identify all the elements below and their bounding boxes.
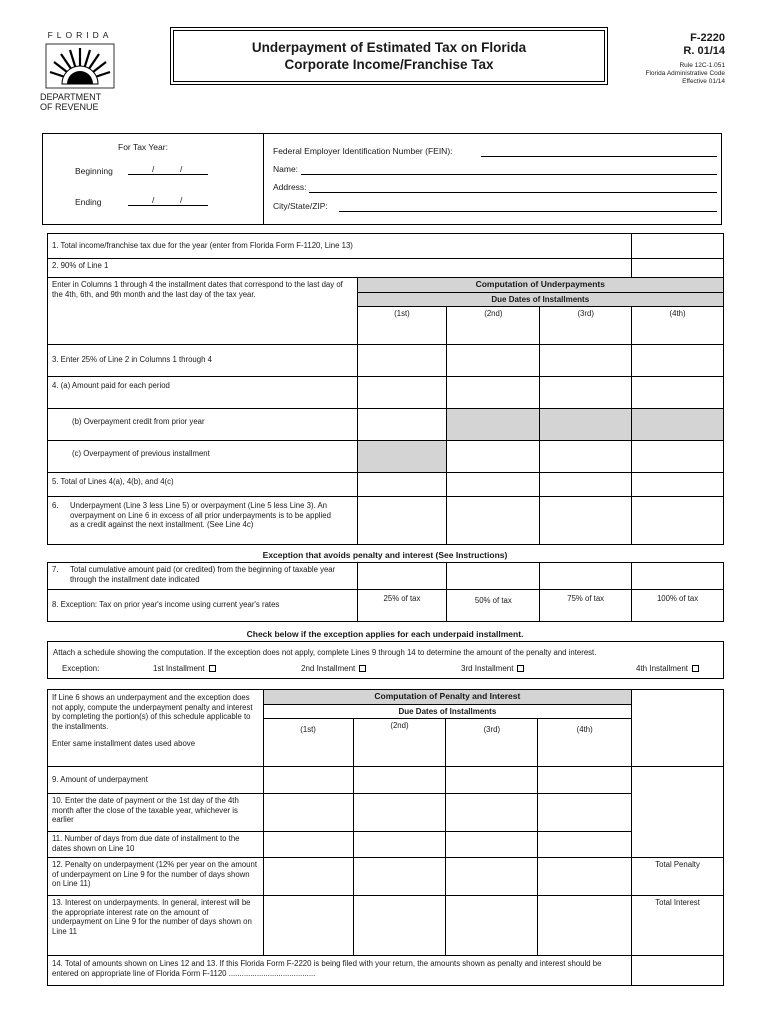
line6-col3[interactable] — [540, 497, 632, 545]
computation-penalty-heading: Computation of Penalty and Interest — [263, 690, 631, 705]
line13-label: 13. Interest on underpayments. In general, interest will be the appropriate interest rate on the amount of underpayment on Line 9 for the number of days shown on Line 11 — [48, 896, 264, 956]
line8-col1[interactable]: 25% of tax — [357, 590, 447, 622]
line11-col4[interactable] — [538, 832, 632, 858]
line8-label: 8. Exception: Tax on prior year's income using current year's rates — [48, 590, 358, 622]
line4a-col4[interactable] — [632, 377, 724, 409]
line10-col1[interactable] — [263, 794, 353, 832]
installment-dates-instructions: Enter in Columns 1 through 4 the installment dates that correspond to the last day of the 4th, 6th, and 9th month and the last day of the tax year. — [48, 278, 358, 345]
line14-label: 14. Total of amounts shown on Lines 12 and 13. If this Florida Form F-2220 is being filed with your return, the amounts shown as penalty and interest should be entered on appropriate line of Florida Form F-1120 ........................................ — [48, 956, 632, 986]
form-revision: R. 01/14 — [683, 45, 725, 57]
line11-col3[interactable] — [446, 832, 538, 858]
line7-number: 7. — [52, 565, 59, 574]
line5-col3[interactable] — [540, 473, 632, 497]
line10-col4[interactable] — [538, 794, 632, 832]
col-2nd-date[interactable]: (2nd) — [447, 307, 540, 345]
fein-field[interactable] — [481, 156, 717, 157]
address-label: Address: — [273, 182, 307, 192]
underpayment-table — [47, 233, 724, 545]
form-rule: Rule 12C-1.051 — [679, 62, 725, 69]
line3-col3[interactable] — [540, 345, 632, 377]
form-title-box — [173, 30, 605, 82]
line7-label: Total cumulative amount paid (or credited) from the beginning of taxable year through the installment date indicated — [70, 565, 336, 584]
checkbox-icon — [209, 665, 216, 672]
name-field[interactable] — [301, 174, 717, 175]
city-label: City/State/ZIP: — [273, 201, 328, 211]
total-interest-field[interactable]: Total Interest — [632, 896, 724, 956]
installment-4-checkbox[interactable]: 4th Installment — [636, 664, 699, 673]
penalty-table — [47, 689, 724, 986]
line2-input[interactable] — [632, 259, 724, 278]
col-4th-date[interactable]: (4th) — [632, 307, 724, 345]
line4b-col4 — [632, 409, 724, 441]
line12-col4[interactable] — [538, 858, 632, 896]
line4a-col2[interactable] — [447, 377, 540, 409]
p2-col-2nd-date[interactable]: (2nd) — [353, 719, 446, 767]
line7-col4[interactable] — [632, 563, 724, 590]
line10-col3[interactable] — [446, 794, 538, 832]
col-3rd-date[interactable]: (3rd) — [540, 307, 632, 345]
line13-col4[interactable] — [538, 896, 632, 956]
line4b-col3 — [540, 409, 632, 441]
installment-3-checkbox[interactable]: 3rd Installment — [461, 664, 524, 673]
line11-label: 11. Number of days from due date of installment to the dates shown on Line 10 — [48, 832, 264, 858]
name-label: Name: — [273, 164, 299, 174]
line4b-col1[interactable] — [357, 409, 447, 441]
logo-state: FLORIDA — [47, 30, 113, 40]
line4a-col3[interactable] — [540, 377, 632, 409]
form-number: F-2220 — [690, 32, 725, 44]
attach-schedule-text: Attach a schedule showing the computation. If the exception does not apply, complete Lines 9 through 14 to determine the amount of the penalty and interest. — [53, 648, 597, 657]
exception-table — [47, 562, 724, 622]
address-field[interactable] — [309, 192, 717, 193]
line12-col1[interactable] — [263, 858, 353, 896]
line10-col2[interactable] — [353, 794, 446, 832]
city-field[interactable] — [339, 211, 717, 212]
sunburst-icon — [40, 42, 120, 90]
check-box-area — [47, 641, 724, 679]
line13-col3[interactable] — [446, 896, 538, 956]
line4b-col2 — [447, 409, 540, 441]
fein-label: Federal Employer Identification Number (FEIN): — [273, 146, 453, 156]
line2-label: 2. 90% of Line 1 — [48, 259, 632, 278]
exception-heading: Exception that avoids penalty and interest (See Instructions) — [262, 550, 508, 560]
line8-col4[interactable]: 100% of tax — [632, 590, 724, 622]
due-dates-heading: Due Dates of Installments — [357, 292, 723, 307]
checkbox-icon — [692, 665, 699, 672]
line12-label: 12. Penalty on underpayment (12% per year on the amount of underpayment on Line 9 for the number of days shown on Line 11) — [48, 858, 264, 896]
form-effective: Effective 01/14 — [682, 78, 725, 85]
part2-intro: If Line 6 shows an underpayment and the exception does not apply, compute the underpayment penalty and interest by completing the portion(s) of this schedule applicable to the installments. — [52, 693, 253, 731]
same-dates-note: Enter same installment dates used above — [52, 739, 196, 748]
line9-col2[interactable] — [353, 767, 446, 794]
form-number-block — [646, 32, 725, 86]
ending-date-field[interactable]: / / — [128, 195, 208, 207]
line6-number: 6. — [52, 501, 59, 510]
exception-label: Exception: — [62, 664, 100, 673]
taxpayer-info-box — [42, 133, 722, 225]
line4b-label: (b) Overpayment credit from prior year — [48, 409, 358, 441]
line4c-col3[interactable] — [540, 441, 632, 473]
checkbox-icon — [517, 665, 524, 672]
computation-underpayments-heading: Computation of Underpayments — [357, 278, 723, 293]
line6-col4[interactable] — [632, 497, 724, 545]
line14-total[interactable] — [632, 956, 724, 986]
line9-col4[interactable] — [538, 767, 632, 794]
line5-col1[interactable] — [357, 473, 447, 497]
tax-year-label: For Tax Year: — [118, 142, 168, 152]
p2-col-1st-date[interactable]: (1st) — [263, 719, 353, 767]
line3-label: 3. Enter 25% of Line 2 in Columns 1 through 4 — [48, 345, 358, 377]
line12-col2[interactable] — [353, 858, 446, 896]
line4c-col1 — [357, 441, 447, 473]
line11-col1[interactable] — [263, 832, 353, 858]
line4a-label: 4. (a) Amount paid for each period — [48, 377, 358, 409]
line6-col1[interactable] — [357, 497, 447, 545]
line11-col2[interactable] — [353, 832, 446, 858]
form-title-line2: Corporate Income/Franchise Tax — [284, 57, 494, 72]
line7-col1[interactable] — [357, 563, 447, 590]
line4c-col4[interactable] — [632, 441, 724, 473]
line10-label: 10. Enter the date of payment or the 1st day of the 4th month after the close of the taxable year, whichever is earlier — [48, 794, 264, 832]
line5-col2[interactable] — [447, 473, 540, 497]
line9-col3[interactable] — [446, 767, 538, 794]
beginning-date-field[interactable]: / / — [128, 164, 208, 176]
line8-col3[interactable]: 75% of tax — [540, 590, 632, 622]
line9-label: 9. Amount of underpayment — [48, 767, 264, 794]
line12-col3[interactable] — [446, 858, 538, 896]
line3-col1[interactable] — [357, 345, 447, 377]
ending-label: Ending — [75, 197, 102, 207]
p2-col-3rd-date[interactable]: (3rd) — [446, 719, 538, 767]
line1-input[interactable] — [632, 234, 724, 259]
line13-col2[interactable] — [353, 896, 446, 956]
line5-label: 5. Total of Lines 4(a), 4(b), and 4(c) — [48, 473, 358, 497]
checkbox-icon — [359, 665, 366, 672]
line6-label: Underpayment (Line 3 less Line 5) or overpayment (Line 5 less Line 3). An overpayment on Line 6 in excess of all prior underpayments is to be applied as a credit against the next installment. (See Line 4c) — [70, 501, 331, 529]
line4c-label: (c) Overpayment of previous installment — [48, 441, 358, 473]
logo-dept-line1: DEPARTMENT — [40, 92, 102, 102]
line7-col2[interactable] — [447, 563, 540, 590]
line1-label: 1. Total income/franchise tax due for the year (enter from Florida Form F-1120, Line 13) — [48, 234, 632, 259]
line4c-col2[interactable] — [447, 441, 540, 473]
line4a-col1[interactable] — [357, 377, 447, 409]
installment-1-checkbox[interactable]: 1st Installment — [153, 664, 216, 673]
form-title-line1: Underpayment of Estimated Tax on Florida — [251, 40, 527, 55]
agency-logo — [40, 30, 120, 112]
form-code: Florida Administrative Code — [645, 70, 725, 77]
line5-col4[interactable] — [632, 473, 724, 497]
line13-col1[interactable] — [263, 896, 353, 956]
line6-col2[interactable] — [447, 497, 540, 545]
installment-2-checkbox[interactable]: 2nd Installment — [301, 664, 366, 673]
penalty-due-dates-heading: Due Dates of Installments — [263, 704, 631, 719]
line9-col1[interactable] — [263, 767, 353, 794]
line8-col2[interactable]: 50% of tax — [447, 590, 540, 622]
line3-col4[interactable] — [632, 345, 724, 377]
beginning-label: Beginning — [75, 166, 113, 176]
line3-col2[interactable] — [447, 345, 540, 377]
logo-dept-line2: OF REVENUE — [40, 102, 99, 112]
p2-col-4th-date[interactable]: (4th) — [538, 719, 632, 767]
check-heading: Check below if the exception applies for each underpaid installment. — [246, 629, 524, 639]
col-1st-date[interactable]: (1st) — [357, 307, 447, 345]
total-penalty-field[interactable]: Total Penalty — [632, 858, 724, 896]
line7-col3[interactable] — [540, 563, 632, 590]
